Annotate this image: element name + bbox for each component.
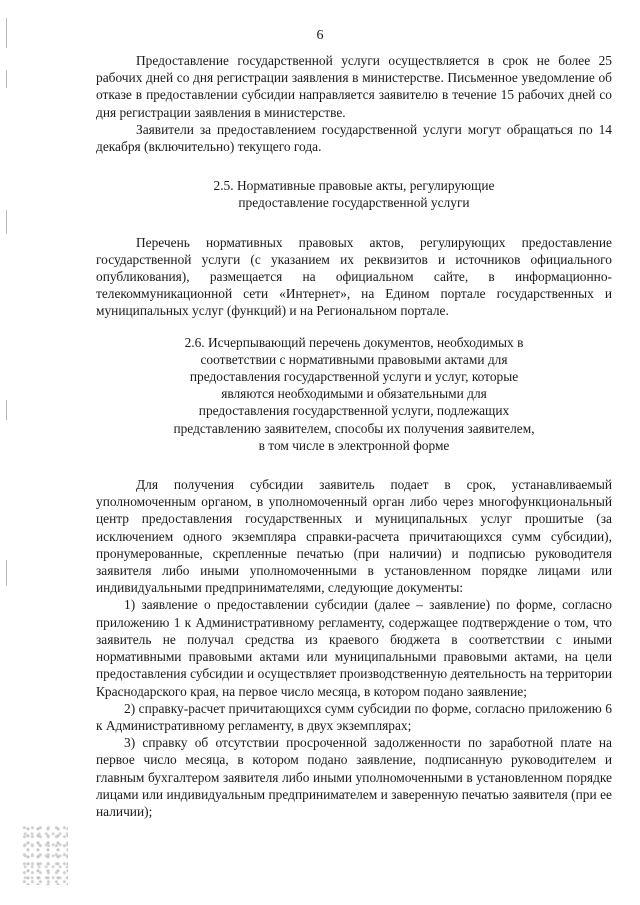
paragraph-legal-acts: Перечень нормативных правовых актов, регулирующих предоставление государственной услуги (с указанием их реквизитов и источников официального опубликования), размещается на официальном сайте, в информационно-телекоммуникационной сети «Интернет», на Едином портале государственных и муниципальных услуг (функций) и на Региональном портале. [96,234,612,319]
section-heading-2-5 [96,177,612,211]
paragraph-documents-intro: Для получения субсидии заявитель подает в срок, устанавливаемый уполномоченным органом, в уполномоченный орган либо через многофункциональный центр предоставления государственных и муниципальных услуг прошитые (за исключением одного экземпляра справки-расчета причитающихся сумм субсидии), пронумерованные, скрепленные печатью (при наличии) и подписью руководителя заявителя либо иными уполномоченными в установленном порядке лицами или индивидуальными предпринимателями, следующие документы: [96,477,612,596]
heading-line: 2.6. Исчерпывающий перечень документов, необходимых в [184,334,524,350]
page-number: 6 [316,28,324,43]
paragraph-deadline: Заявители за предоставлением государственной услуги могут обращаться по 14 декабря (включительно) текущего года. [96,121,612,155]
paragraph-service-term: Предоставление государственной услуги осуществляется в срок не более 25 рабочих дней со дня регистрации заявления в министерстве. Письменное уведомление об отказе в предоставлении субсидии направляется заявителю в течение 15 рабочих дней со дня регистрации заявления в министерстве. [96,53,612,120]
heading-line: предоставления государственной услуги, подлежащих [198,403,510,419]
heading-line: представлению заявителем, способы их получения заявителем, [173,420,535,436]
document-body [96,52,612,820]
heading-line: являются необходимыми и обязательными для [221,386,487,402]
section-heading-2-6 [96,334,612,454]
list-item-calculation: 2) справку-расчет причитающихся сумм субсидии по форме, согласно приложению 6 к Административному регламенту, в двух экземплярах; [96,700,612,733]
heading-line: предоставление государственной услуги [238,195,470,211]
heading-line: в том числе в электронной форме [258,437,450,453]
scan-stamp-mark [22,825,68,885]
list-item-application: 1) заявление о предоставлении субсидии (далее – заявление) по форме, согласно приложению 1 к Административному регламенту, содержащее подтверждение о том, что заявитель не получал средства из краевого бюджета в соответствии с иными нормативными правовыми актами или муниципальными правовыми актами, на цели предоставления субсидии и осуществляет производственную деятельность на территории Краснодарского края, на первое число месяца, в котором подано заявление; [96,597,612,699]
list-item-arrears-certificate: 3) справку об отсутствии просроченной задолженности по заработной плате на первое число месяца, в котором подано заявление, подписанную руководителем и главным бухгалтером заявителя либо иными уполномоченными в установленном порядке лицами или индивидуальным предпринимателем и заверенную печатью заявителя (при ее наличии); [96,735,612,819]
scan-margin-marks [2,0,16,905]
heading-line: 2.5. Нормативные правовые акты, регулирующие [213,178,495,194]
heading-line: соответствии с нормативными правовыми актами для [200,351,508,367]
heading-line: предоставления государственной услуги и услуг, которые [189,369,519,385]
